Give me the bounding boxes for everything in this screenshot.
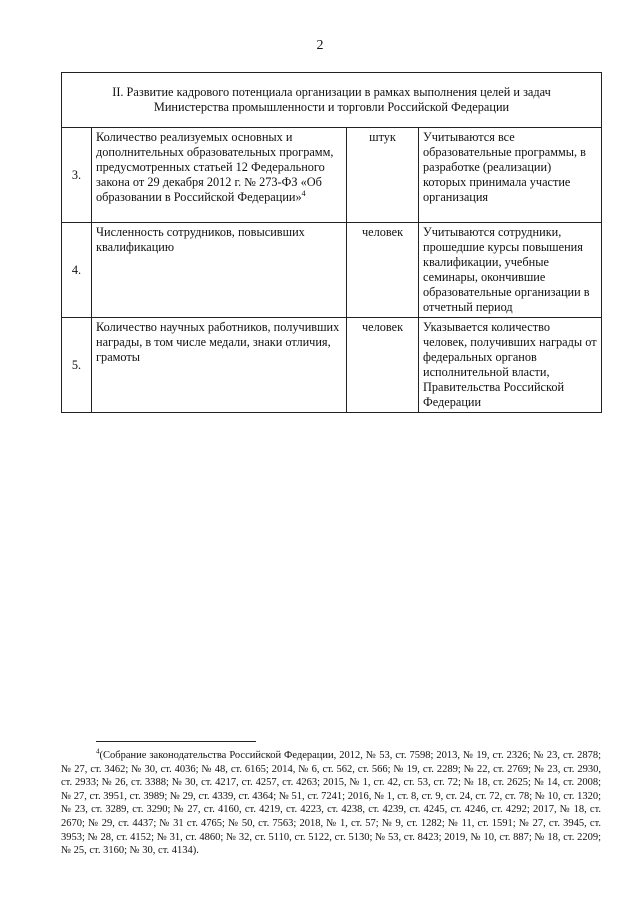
indicator-cell: Количество научных работников, получивших награды, в том числе медали, знаки отличия, грамоты (92, 318, 347, 413)
section-header-row (62, 73, 602, 128)
page-number: 2 (316, 38, 324, 53)
section-title (62, 73, 602, 128)
row-number: 5. (62, 318, 92, 413)
indicator-cell: Численность сотрудников, повысивших квалификацию (92, 223, 347, 318)
section-title-line1: II. Развитие кадрового потенциала организации в рамках выполнения целей и задач (112, 85, 551, 99)
section-title-line2: Министерства промышленности и торговли Российской Федерации (153, 100, 510, 114)
footnote-divider (96, 741, 256, 742)
footnote-ref: 4 (301, 188, 306, 198)
footnote-text: (Собрание законодательства Российской Федерации, 2012, № 53, ст. 7598; 2013, № 19, ст. 2326; № 23, ст. 2878; № 27, ст. 3462; № 30, ст. 4036; № 48, ст. 6165; 2014, № 6, ст. 562, ст. 566; № 19, ст. 2289; № 22, ст. 2769; № 23, ст. 2930, ст. 2933; № 26, ст. 3388; № 30, ст. 4217, ст. 4257, ст. 4263; 2015, № 1, ст. 42, ст. 53, ст. 72; № 18, ст. 2625; № 14, ст. 2008; № 27, ст. 3951, ст. 3989; № 29, ст. 4339, ст. 4364; № 51, ст. 7241; 2016, № 1, ст. 8, ст. 9, ст. 24, ст. 72, ст. 78; № 10, ст. 1320; № 23, ст. 3289, ст. 3290; № 27, ст. 4160, ст. 4219, ст. 4223, ст. 4238, ст. 4239, ст. 4245, ст. 4246, ст. 4292; 2017, № 18, ст. 2670; № 29, ст. 4437; № 31 ст. 4765; № 50, ст. 7563; 2018, № 1, ст. 57; № 9, ст. 1282; № 11, ст. 1591; № 27, ст. 3945, ст. 3953; № 28, ст. 4152; № 31, ст. 4860; № 32, ст. 5110, ст. 5122, ст. 5130; № 53, ст. 8423; 2019, № 10, ст. 887; № 18, ст. 2209; № 25, ст. 3160; № 30, ст. 4134). (61, 750, 601, 857)
table-row (62, 128, 602, 223)
unit-cell: человек (347, 318, 419, 413)
table-row (62, 318, 602, 413)
comment-cell: Указывается количество человек, получивших награды от федеральных органов исполнительной власти, Правительства Российской Федерации (419, 318, 602, 413)
footnote-mark: 4 (96, 747, 100, 756)
unit-cell: штук (347, 128, 419, 223)
table-row (62, 223, 602, 318)
row-number: 3. (62, 128, 92, 223)
comment-cell: Учитываются сотрудники, прошедшие курсы повышения квалификации, учебные семинары, окончившие образовательные организации в отчетный период (419, 223, 602, 318)
indicators-table (61, 72, 602, 413)
indicator-text: Количество реализуемых основных и дополнительных образовательных программ, предусмотренных статьей 12 Федерального закона от 29 декабря 2012 г. № 273-ФЗ «Об образовании в Российской Федерации» (96, 130, 334, 204)
unit-cell: человек (347, 223, 419, 318)
row-number: 4. (62, 223, 92, 318)
footnote (61, 749, 601, 858)
indicator-cell (92, 128, 347, 223)
comment-cell: Учитываются все образовательные программы, в разработке (реализации) которых принимала участие организация (419, 128, 602, 223)
